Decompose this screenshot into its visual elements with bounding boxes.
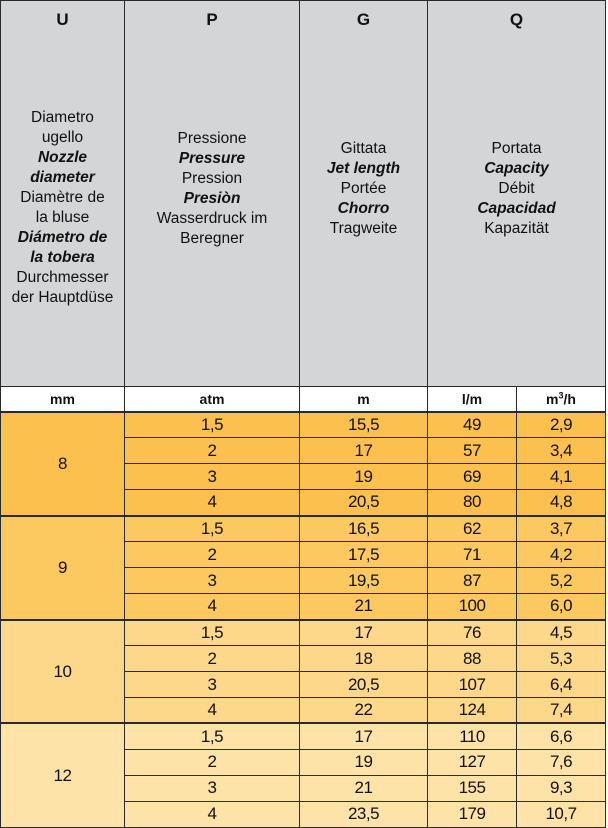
- header-letter-p: P: [125, 1, 300, 37]
- pressure-cell: 4: [125, 698, 300, 724]
- header-letter-row: [1, 1, 606, 37]
- jet-length-cell: 23,5: [300, 801, 428, 827]
- capacity-lm-cell: 62: [428, 516, 517, 542]
- jet-label-it: Gittata: [340, 140, 387, 158]
- table-row: [1, 412, 606, 438]
- capacity-lm-cell: 127: [428, 749, 517, 775]
- nozzle-size-cell: 8: [1, 412, 125, 516]
- capacity-m3h-cell: 7,6: [517, 749, 606, 775]
- jet-length-cell: 17,5: [300, 542, 428, 568]
- pressure-label-es: Presiòn: [183, 190, 241, 208]
- pressure-cell: 2: [125, 646, 300, 672]
- capacity-m3h-cell: 9,3: [517, 775, 606, 801]
- jet-length-header: [300, 37, 428, 387]
- pressure-cell: 3: [125, 568, 300, 594]
- unit-row: [1, 387, 606, 412]
- capacity-m3h-cell: 6,4: [517, 672, 606, 698]
- capacity-label-fr: Débit: [498, 180, 535, 198]
- capacity-label-it: Portata: [491, 140, 542, 158]
- pressure-label-de: Wasserdruck im Beregner: [156, 210, 268, 248]
- jet-length-cell: 19,5: [300, 568, 428, 594]
- table-row: [1, 620, 606, 646]
- nozzle-label-es: Diámetro de la tobera: [17, 229, 108, 267]
- unit-atm: atm: [125, 387, 300, 412]
- pressure-label-en: Pressure: [178, 150, 246, 168]
- jet-length-cell: 19: [300, 464, 428, 490]
- jet-label-fr: Portée: [340, 180, 387, 198]
- capacity-m3h-cell: 3,7: [517, 516, 606, 542]
- pressure-cell: 3: [125, 672, 300, 698]
- capacity-m3h-cell: 4,2: [517, 542, 606, 568]
- pressure-cell: 4: [125, 490, 300, 516]
- capacity-m3h-cell: 4,5: [517, 620, 606, 646]
- nozzle-label-fr: Diamètre de la bluse: [20, 189, 105, 227]
- header-letter-u: U: [1, 1, 125, 37]
- capacity-m3h-cell: 5,2: [517, 568, 606, 594]
- jet-length-cell: 17: [300, 438, 428, 464]
- capacity-lm-cell: 87: [428, 568, 517, 594]
- table-row: [1, 723, 606, 749]
- unit-m3-per-hour: $m^3/h$: [517, 387, 606, 412]
- jet-length-cell: 20,5: [300, 490, 428, 516]
- jet-length-cell: 21: [300, 775, 428, 801]
- capacity-m3h-cell: 2,9: [517, 412, 606, 438]
- nozzle-diameter-header: [1, 37, 125, 387]
- header-letter-g: G: [300, 1, 428, 37]
- nozzle-size-cell: 12: [1, 723, 125, 827]
- unit-mm: mm: [1, 387, 125, 412]
- capacity-m3h-cell: 4,1: [517, 464, 606, 490]
- pressure-header: [125, 37, 300, 387]
- jet-length-cell: 15,5: [300, 412, 428, 438]
- pressure-cell: 1,5: [125, 412, 300, 438]
- capacity-lm-cell: 155: [428, 775, 517, 801]
- nozzle-label-de: Durchmesser der Hauptdüse: [11, 269, 114, 307]
- jet-length-cell: 21: [300, 594, 428, 620]
- jet-length-cell: 17: [300, 723, 428, 749]
- table-row: [1, 516, 606, 542]
- capacity-lm-cell: 80: [428, 490, 517, 516]
- jet-length-cell: 17: [300, 620, 428, 646]
- capacity-label-en: Capacity: [484, 160, 549, 178]
- capacity-m3h-cell: 5,3: [517, 646, 606, 672]
- jet-length-cell: 22: [300, 698, 428, 724]
- capacity-lm-cell: 49: [428, 412, 517, 438]
- pressure-cell: 1,5: [125, 723, 300, 749]
- header-description-row: [1, 37, 606, 387]
- capacity-lm-cell: 76: [428, 620, 517, 646]
- pressure-label-it: Pressione: [177, 130, 247, 148]
- jet-length-cell: 16,5: [300, 516, 428, 542]
- pressure-cell: 2: [125, 749, 300, 775]
- jet-label-de: Tragweite: [329, 220, 398, 238]
- nozzle-size-cell: 10: [1, 620, 125, 724]
- jet-length-cell: 20,5: [300, 672, 428, 698]
- capacity-m3h-cell: 7,4: [517, 698, 606, 724]
- pressure-cell: 1,5: [125, 620, 300, 646]
- pressure-cell: 2: [125, 542, 300, 568]
- pressure-cell: 1,5: [125, 516, 300, 542]
- pressure-cell: 4: [125, 594, 300, 620]
- capacity-m3h-cell: 10,7: [517, 801, 606, 827]
- capacity-lm-cell: 179: [428, 801, 517, 827]
- nozzle-size-cell: 9: [1, 516, 125, 620]
- header-letter-q: Q: [428, 1, 606, 37]
- capacity-lm-cell: 124: [428, 698, 517, 724]
- jet-label-es: Chorro: [337, 200, 390, 218]
- pressure-label-fr: Pression: [181, 170, 243, 188]
- jet-length-cell: 18: [300, 646, 428, 672]
- capacity-lm-cell: 110: [428, 723, 517, 749]
- capacity-lm-cell: 57: [428, 438, 517, 464]
- jet-label-en: Jet length: [326, 160, 401, 178]
- capacity-m3h-cell: 4,8: [517, 490, 606, 516]
- capacity-label-de: Kapazität: [484, 220, 549, 238]
- pressure-cell: 4: [125, 801, 300, 827]
- capacity-m3h-cell: 3,4: [517, 438, 606, 464]
- pressure-cell: 2: [125, 438, 300, 464]
- capacity-lm-cell: 71: [428, 542, 517, 568]
- capacity-lm-cell: 69: [428, 464, 517, 490]
- pressure-cell: 3: [125, 775, 300, 801]
- nozzle-label-en: Nozzle diameter: [30, 149, 95, 187]
- capacity-lm-cell: 107: [428, 672, 517, 698]
- capacity-m3h-cell: 6,6: [517, 723, 606, 749]
- unit-m: m: [300, 387, 428, 412]
- pressure-cell: 3: [125, 464, 300, 490]
- capacity-label-es: Capacidad: [477, 200, 556, 218]
- unit-l-per-min: l/m: [428, 387, 517, 412]
- capacity-lm-cell: 88: [428, 646, 517, 672]
- capacity-lm-cell: 100: [428, 594, 517, 620]
- capacity-m3h-cell: 6,0: [517, 594, 606, 620]
- jet-length-cell: 19: [300, 749, 428, 775]
- capacity-header: [428, 37, 606, 387]
- nozzle-label-it: Diametro ugello: [31, 109, 94, 147]
